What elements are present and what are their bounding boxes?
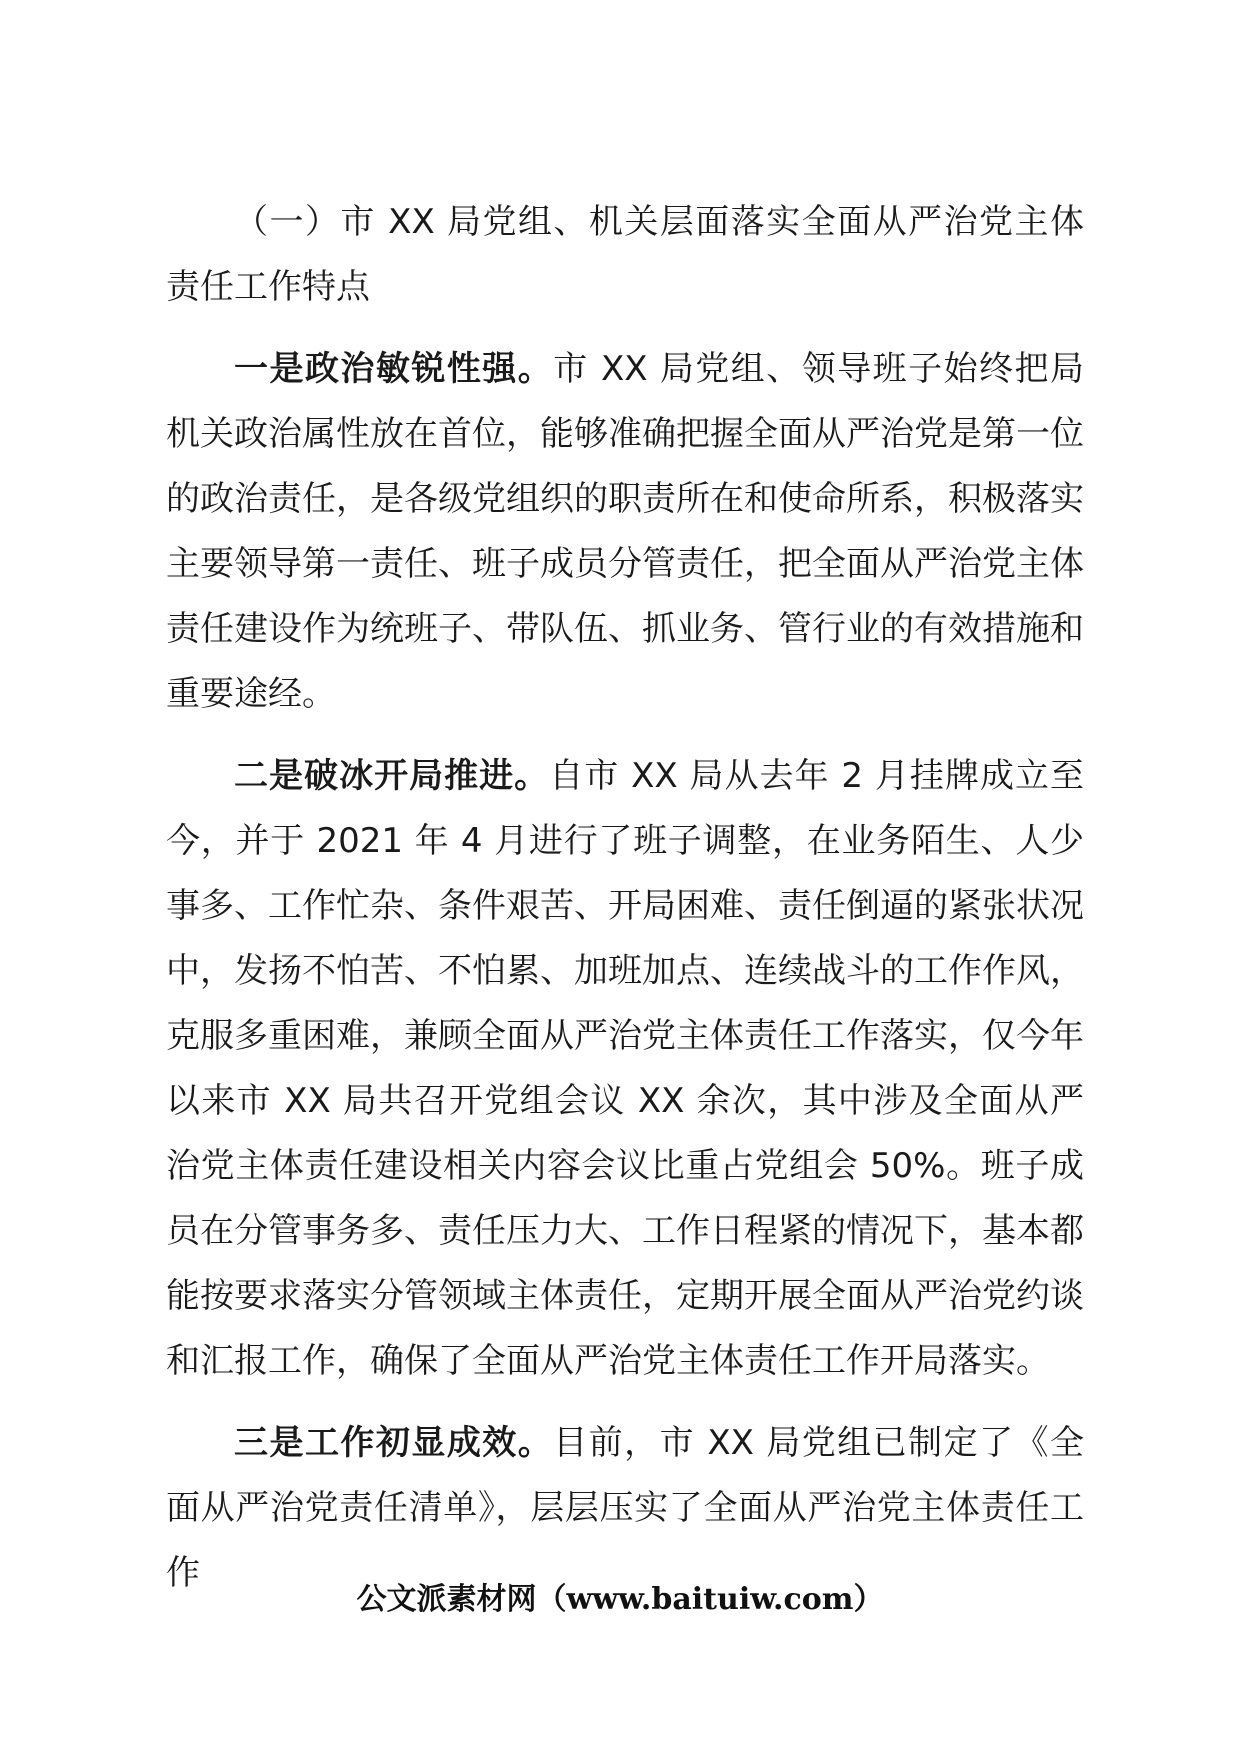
paragraph-1-lead: 一是政治敏锐性强。 bbox=[234, 349, 554, 389]
paragraph-3 bbox=[166, 1411, 1084, 1606]
document-body bbox=[166, 190, 1084, 1606]
paragraph-1-body: 市 XX 局党组、领导班子始终把局机关政治属性放在首位，能够准确把握全面从严治党是第一位的政治责任，是各级党组织的职责所在和使命所系，积极落实主要领导第一责任、班子成员分管责任，把全面从严治党主体责任建设作为统班子、带队伍、抓业务、管行业的有效措施和重要途经。 bbox=[166, 349, 1085, 714]
paragraph-2-body: 自市 XX 局从去年 2 月挂牌成立至今，并于 2021 年 4 月进行了班子调整，在业务陌生、人少事多、工作忙杂、条件艰苦、开局困难、责任倒逼的紧张状况中，发扬不怕苦、不怕累、加班加点、连续战斗的工作作风，克服多重困难，兼顾全面从严治党主体责任工作落实，仅今年以来市 XX 局共召开党组会议 XX 余次，其中涉及全面从严治党主体责任建设相关内容会议比重占党组会 50%。班子成员在分管事务多、责任压力大、工作日程紧的情况下，基本都能按要求落实分管领域主体责任，定期开展全面从严治党约谈和汇报工作，确保了全面从严治党主体责任工作开局落实。 bbox=[166, 756, 1085, 1381]
paragraph-3-lead: 三是工作初显成效。 bbox=[234, 1423, 554, 1463]
page-footer-watermark: 公文派素材网（www.baituiw.com） bbox=[356, 1582, 884, 1617]
paragraph-2-lead: 二是破冰开局推进。 bbox=[234, 756, 550, 796]
paragraph-3-body: 目前，市 XX 局党组已制定了《全面从严治党责任清单》，层层压实了全面从严治党主体责任工作 bbox=[166, 1423, 1085, 1593]
paragraph-1 bbox=[166, 337, 1084, 727]
section-heading: （一）市 XX 局党组、机关层面落实全面从严治党主体责任工作特点 bbox=[166, 202, 1084, 307]
paragraph-2 bbox=[166, 744, 1084, 1394]
